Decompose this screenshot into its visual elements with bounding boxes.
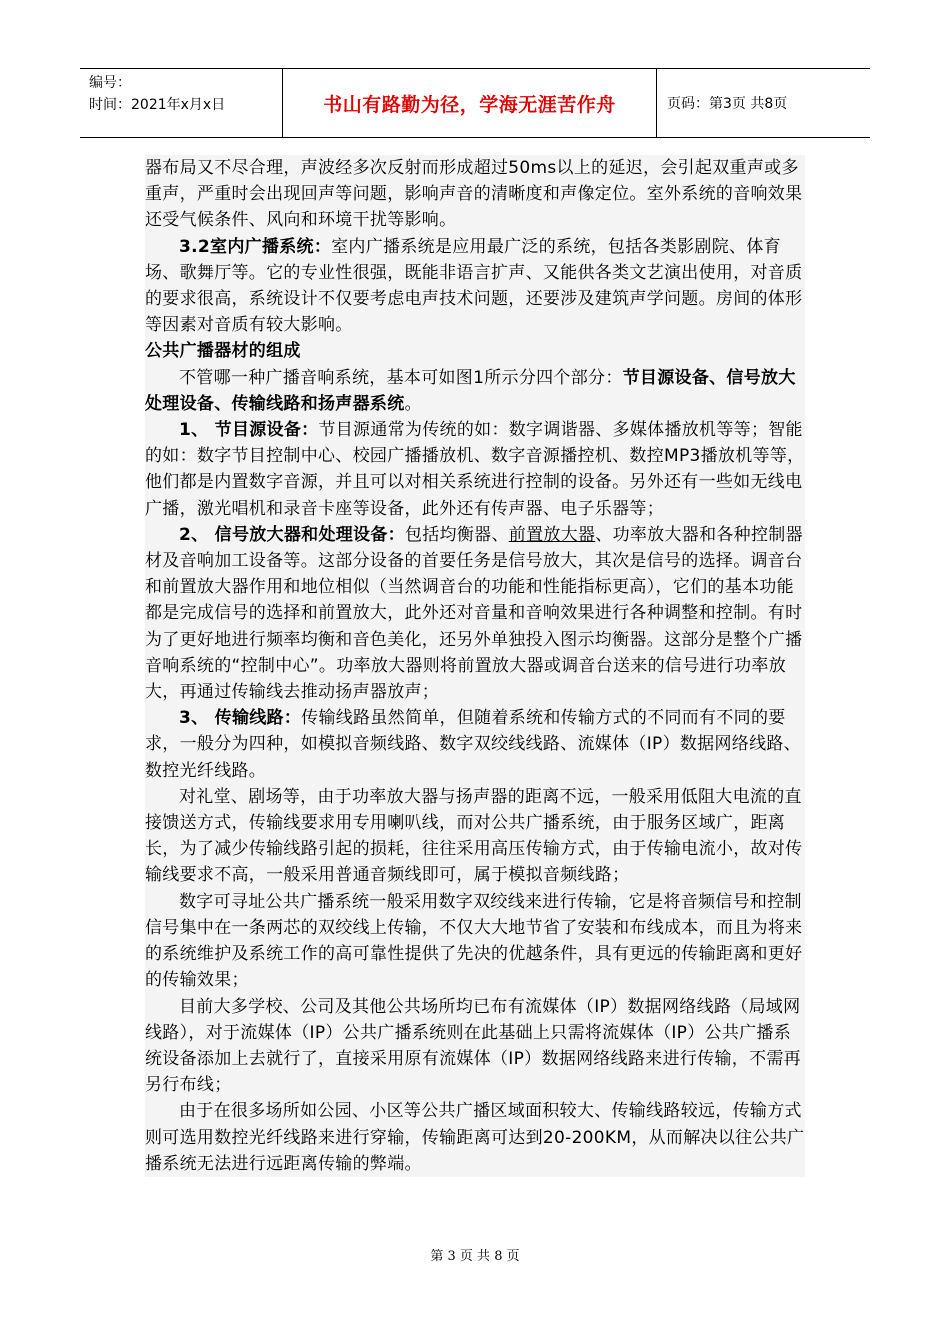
item3-text: 传输线路虽然简单，但随着系统和传输方式的不同而有不同的要求，一般分为四种，如模拟音频线路、数字双绞线线路、流媒体（IP）数据网络线路、数控光纤线路。 xyxy=(145,708,801,781)
paragraph-analog-line: 对礼堂、剧场等，由于功率放大器与扬声器的距离不远，一般采用低阻大电流的直接馈送方式，传输线要求用专用喇叭线，而对公共广播系统，由于服务区域广，距离长，为了减少传输线路引起的损耗，往往采用高压传输方式，由于传输电流小，故对传输线要求不高，一般采用普通音频线即可，属于模拟音频线路； xyxy=(145,786,803,886)
section-label-3-2: 3.2室内广播系统： xyxy=(179,236,332,257)
time-label: 时间：2021年x月x日 xyxy=(89,97,226,113)
four-parts-end: 。 xyxy=(404,393,422,414)
header-meta xyxy=(80,69,283,137)
section-text-3-2: 室内广播系统是应用最广泛的系统，包括各类影剧院、体育场、歌舞厅等。它的专业性很强，既能非语言扩声、又能供各类文艺演出使用，对音质的要求很高，系统设计不仅要考虑电声技术问题，还要涉及建筑声学问题。房间的体形等因素对音质有较大影响。 xyxy=(145,236,803,336)
four-parts-intro: 不管哪一种广播音响系统，基本可如图1所示分四个部分： xyxy=(179,367,623,388)
section-heading: 公共广播器材的组成 xyxy=(145,341,301,362)
document-body xyxy=(145,155,805,1177)
page-footer: 第 3 页 共 8 页 xyxy=(430,1249,520,1264)
item2-label: 2、 信号放大器和处理设备： xyxy=(179,524,405,545)
paragraph-four-parts xyxy=(145,365,805,417)
paragraph-indoor-system xyxy=(145,234,805,339)
item3-label: 3、 传输线路： xyxy=(179,708,302,729)
item-transmission-line xyxy=(145,705,805,784)
item1-text: 节目源通常为传统的如：数字调谐器、多媒体播放机等等；智能的如：数字节目控制中心、校园广播播放机、数字音源播控机、数控MP3播放机等等，他们都是内置数字音源，并且可以对相关系统进行控制的设备。另外还有一些如无线电广播，激光唱机和录音卡座等设备，此外还有传声器、电子乐器等； xyxy=(145,420,805,519)
item-program-source xyxy=(145,417,805,522)
item2-text-b: 、功率放大器和各种控制器材及音响加工设备等。这部分设备的首要任务是信号放大，其次是信号的选择。调音台和前置放大器作用和地位相似（当然调音台的功能和性能指标更高），它们的基本功能都是完成信号的选择和前置放大，此外还对音量和音响效果进行各种调整和控制。有时为了更好地进行频率均衡和音色美化，还另外单独投入图示均衡器。这部分是整个广播音响系统的“控制中心”。功率放大器则将前置放大器或调音台送来的信号进行功率放大，再通过传输线去推动扬声器放声； xyxy=(145,524,803,703)
item2-text-a: 包括均衡器、 xyxy=(404,524,509,545)
item-signal-amplifier xyxy=(145,522,805,705)
number-label: 编号： xyxy=(89,75,131,91)
header-motto: 书山有路勤为径，学海无涯苦作舟 xyxy=(283,69,657,137)
header-page-label: 页码：第3页 共8页 xyxy=(667,96,788,112)
item1-label: 1、 节目源设备： xyxy=(179,420,319,441)
paragraph-outdoor-end: 器布局又不尽合理，声波经多次反射而形成超过50ms以上的延迟，会引起双重声或多重声，严重时会出现回声等问题，影响声音的清晰度和声像定位。室外系统的音响效果还受气候条件、风向和环境干扰等影响。 xyxy=(145,158,803,231)
paragraph-ip-network: 目前大多学校、公司及其他公共场所均已布有流媒体（IP）数据网络线路（局域网线路），对于流媒体（IP）公共广播系统则在此基础上只需将流媒体（IP）公共广播系统设备添加上去就行了，直接采用原有流媒体（IP）数据网络线路来进行传输，不需再另行布线； xyxy=(145,996,801,1096)
paragraph-twisted-pair: 数字可寻址公共广播系统一般采用数字双绞线来进行传输，它是将音频信号和控制信号集中在一条两芯的双绞线上传输，不仅大大地节省了安装和布线成本，而且为将来的系统维护及系统工作的高可靠性提供了先决的优越条件，具有更远的传输距离和更好的传输效果； xyxy=(145,891,803,991)
page-header xyxy=(80,68,870,138)
preamp-link[interactable]: 前置放大器 xyxy=(508,524,596,545)
paragraph-fiber: 由于在很多场所如公园、小区等公共广播区域面积较大、传输线路较远，传输方式则可选用数控光纤线路来进行穿输，传输距离可达到20-200KM，从而解决以往公共广播系统无法进行远距离传输的弊端。 xyxy=(145,1101,805,1174)
four-parts-list: 节目源设备、信号放大处理设备、传输线路和扬声器系统 xyxy=(145,367,796,414)
